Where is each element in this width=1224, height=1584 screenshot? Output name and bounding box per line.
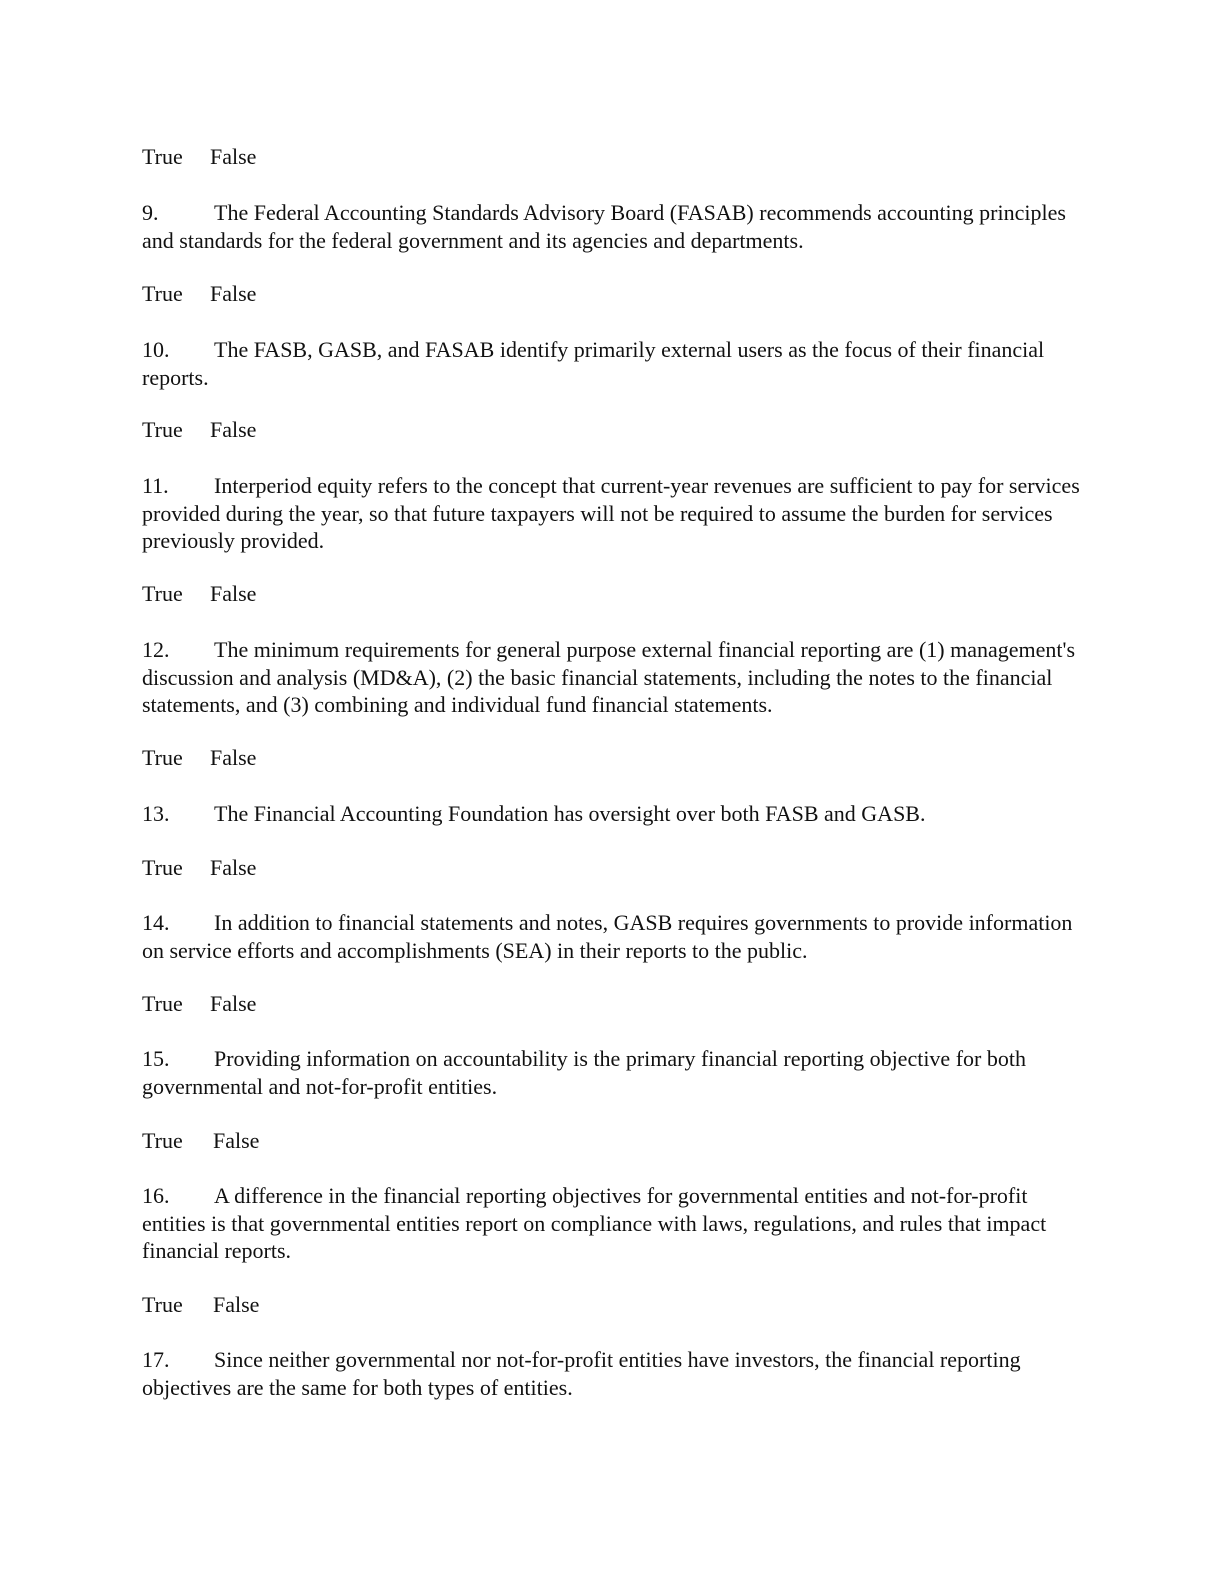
question-13 [142,800,1082,828]
question-text: Interperiod equity refers to the concept that current-year revenues are sufficient to pay for services provided during the year, so that future taxpayers will not be required to assume the burden for services previously provided. [142,473,1080,553]
question-number: 13. [142,801,170,826]
false-option[interactable]: False [210,991,257,1016]
question-number: 16. [142,1183,170,1208]
question-text: The Financial Accounting Foundation has oversight over both FASB and GASB. [214,801,926,826]
question-number: 15. [142,1046,170,1071]
true-false-choices-q10 [142,416,256,444]
question-number: 10. [142,337,170,362]
question-16 [142,1182,1082,1265]
false-option[interactable]: False [210,144,257,169]
question-text: The minimum requirements for general purpose external financial reporting are (1) management's discussion and analysis (MD&A), (2) the basic financial statements, including the notes to the financial statements, and (3) combining and individual fund financial statements. [142,637,1076,717]
false-option[interactable]: False [213,1292,260,1317]
true-false-choices-q14 [142,990,256,1018]
false-option[interactable]: False [210,281,257,306]
true-false-choices-q9 [142,280,256,308]
question-14 [142,909,1082,964]
question-10 [142,336,1082,391]
true-option[interactable]: True [142,991,183,1016]
false-option[interactable]: False [213,1128,260,1153]
question-number: 14. [142,910,170,935]
false-option[interactable]: False [210,581,257,606]
true-option[interactable]: True [142,281,183,306]
question-9 [142,199,1082,254]
false-option[interactable]: False [210,745,257,770]
question-number: 11. [142,473,169,498]
question-number: 17. [142,1347,170,1372]
question-number: 12. [142,637,170,662]
question-12 [142,636,1082,719]
question-text: Since neither governmental nor not-for-profit entities have investors, the financial reporting objectives are the same for both types of entities. [142,1347,1021,1400]
question-text: A difference in the financial reporting objectives for governmental entities and not-for-profit entities is that governmental entities report on compliance with laws, regulations, and rules that impact financial reports. [142,1183,1047,1263]
question-text: In addition to financial statements and notes, GASB requires governments to provide information on service efforts and accomplishments (SEA) in their reports to the public. [142,910,1073,963]
true-option[interactable]: True [142,1292,183,1317]
question-text: The Federal Accounting Standards Advisory Board (FASAB) recommends accounting principles and standards for the federal government and its agencies and departments. [142,200,1066,253]
true-option[interactable]: True [142,855,183,880]
true-false-choices-q11 [142,580,256,608]
question-number: 9. [142,200,159,225]
true-false-choices-q15 [142,1127,259,1155]
question-11 [142,472,1082,555]
true-option[interactable]: True [142,144,183,169]
true-false-choices-q12 [142,744,256,772]
question-15 [142,1045,1082,1100]
true-option[interactable]: True [142,417,183,442]
true-option[interactable]: True [142,1128,183,1153]
true-option[interactable]: True [142,745,183,770]
true-option[interactable]: True [142,581,183,606]
false-option[interactable]: False [210,417,257,442]
question-text: The FASB, GASB, and FASAB identify primarily external users as the focus of their financial reports. [142,337,1045,390]
false-option[interactable]: False [210,855,257,880]
question-17 [142,1346,1082,1401]
true-false-choices-q16 [142,1291,259,1319]
true-false-choices-q8 [142,143,256,171]
true-false-choices-q13 [142,854,256,882]
question-text: Providing information on accountability is the primary financial reporting objective for both governmental and not-for-profit entities. [142,1046,1026,1099]
